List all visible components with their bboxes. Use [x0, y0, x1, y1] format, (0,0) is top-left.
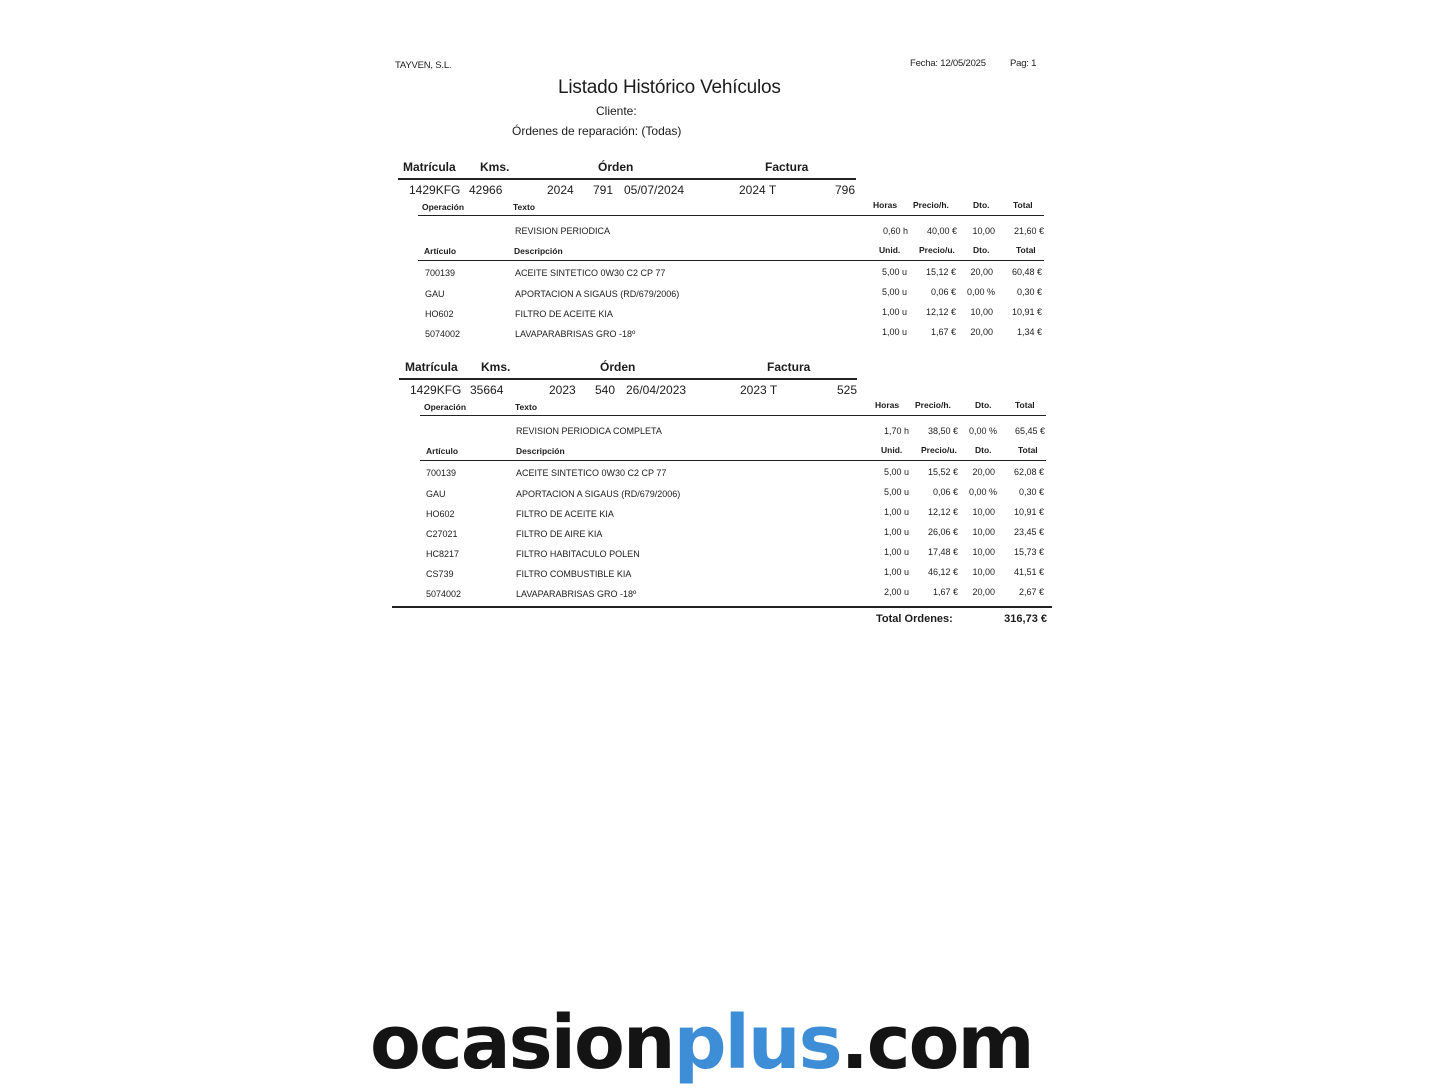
- divider: [420, 415, 1046, 416]
- col-orden: Órden: [598, 160, 634, 174]
- page-number: Pag: 1: [1010, 58, 1037, 69]
- dto: 10,00: [972, 507, 995, 517]
- operation-precio: 38,50 €: [927, 426, 958, 436]
- dto: 10,00: [972, 547, 995, 557]
- col-descripcion: Descripción: [514, 246, 563, 256]
- col-factura: Factura: [765, 160, 809, 174]
- operation-total: 21,60 €: [1013, 226, 1044, 236]
- unid: 5,00 u: [881, 267, 907, 277]
- total-label: Total Ordenes:: [876, 613, 953, 625]
- col-operacion: Operación: [422, 202, 465, 212]
- articulo: C27021: [426, 529, 458, 539]
- articulo: 5074002: [425, 329, 461, 339]
- col-texto: Texto: [513, 202, 536, 212]
- dto: 10,00: [972, 567, 995, 577]
- unid: 1,00 u: [881, 327, 907, 337]
- dto: 0,00 %: [968, 487, 997, 497]
- dto: 0,00 %: [966, 287, 995, 297]
- logo-part-plus: plus: [673, 1000, 841, 1086]
- descripcion: ACEITE SINTETICO 0W30 C2 CP 77: [515, 268, 666, 278]
- total-value: 316,73 €: [1004, 613, 1047, 625]
- col-horas: Horas: [875, 400, 900, 410]
- ordenes-filter: Órdenes de reparación: (Todas): [512, 124, 682, 138]
- col-dto: Dto.: [973, 200, 990, 210]
- factura-num: 796: [835, 183, 856, 197]
- total: 23,45 €: [1013, 527, 1044, 537]
- descripcion: FILTRO COMBUSTIBLE KIA: [516, 569, 632, 579]
- operation-total: 65,45 €: [1014, 426, 1045, 436]
- precio: 17,48 €: [927, 547, 958, 557]
- logo-part-com: .com: [840, 1000, 1033, 1086]
- precio: 1,67 €: [932, 587, 958, 597]
- precio: 0,06 €: [930, 287, 956, 297]
- cliente-label: Cliente:: [596, 104, 637, 118]
- col-descripcion: Descripción: [516, 446, 565, 456]
- orden-num: 791: [593, 183, 614, 197]
- descripcion: FILTRO DE ACEITE KIA: [516, 509, 614, 519]
- precio: 46,12 €: [927, 567, 958, 577]
- col-precio-h: Precio/h.: [915, 400, 951, 410]
- precio: 0,06 €: [932, 487, 958, 497]
- total: 62,08 €: [1013, 467, 1044, 477]
- descripcion: LAVAPARABRISAS GRO -18º: [515, 329, 636, 339]
- kms: 42966: [469, 183, 503, 197]
- col-total: Total: [1015, 400, 1035, 410]
- total: 60,48 €: [1011, 267, 1042, 277]
- factura-serie: 2023 T: [740, 383, 778, 397]
- total: 15,73 €: [1013, 547, 1044, 557]
- articulo: 700139: [426, 468, 457, 478]
- divider: [418, 215, 1044, 216]
- ocasionplus-logo: [370, 998, 1070, 1088]
- descripcion: FILTRO DE AIRE KIA: [516, 529, 603, 539]
- unid: 1,00 u: [883, 507, 909, 517]
- descripcion: APORTACION A SIGAUS (RD/679/2006): [515, 289, 680, 299]
- total: 2,67 €: [1018, 587, 1044, 597]
- col-horas: Horas: [873, 200, 898, 210]
- factura-serie: 2024 T: [739, 183, 777, 197]
- col-total: Total: [1016, 245, 1036, 255]
- logo-part-ocasion: ocasion: [370, 1000, 674, 1086]
- col-articulo: Artículo: [424, 246, 457, 256]
- orden-date: 05/07/2024: [624, 183, 685, 197]
- unid: 1,00 u: [881, 307, 907, 317]
- company-name: TAYVEN, S.L.: [395, 60, 452, 71]
- col-dto: Dto.: [975, 445, 992, 455]
- divider: [399, 378, 857, 380]
- descripcion: LAVAPARABRISAS GRO -18º: [516, 589, 637, 599]
- col-orden: Órden: [600, 360, 636, 374]
- orden-num: 540: [595, 383, 616, 397]
- unid: 5,00 u: [881, 287, 907, 297]
- total: 1,34 €: [1016, 327, 1042, 337]
- totals-divider: [392, 606, 1052, 608]
- precio: 1,67 €: [930, 327, 956, 337]
- total: 0,30 €: [1016, 287, 1042, 297]
- operation-dto: 10,00: [972, 226, 995, 236]
- col-matricula: Matrícula: [403, 160, 456, 174]
- col-texto: Texto: [515, 402, 538, 412]
- descripcion: APORTACION A SIGAUS (RD/679/2006): [516, 489, 681, 499]
- col-factura: Factura: [767, 360, 811, 374]
- kms: 35664: [470, 383, 504, 397]
- dto: 10,00: [972, 527, 995, 537]
- report-date: Fecha: 12/05/2025: [910, 58, 986, 69]
- articulo: HO602: [425, 309, 454, 319]
- precio: 12,12 €: [927, 507, 958, 517]
- col-precio-h: Precio/h.: [913, 200, 949, 210]
- articulo: HC8217: [426, 549, 460, 559]
- col-kms: Kms.: [480, 160, 510, 174]
- dto: 20,00: [972, 467, 995, 477]
- descripcion: FILTRO DE ACEITE KIA: [515, 309, 613, 319]
- col-articulo: Artículo: [426, 446, 459, 456]
- unid: 5,00 u: [883, 487, 909, 497]
- articulo: 700139: [425, 268, 456, 278]
- col-dto: Dto.: [973, 245, 990, 255]
- matricula: 1429KFG: [410, 383, 462, 397]
- unid: 5,00 u: [883, 467, 909, 477]
- operation-dto: 0,00 %: [968, 426, 997, 436]
- col-total: Total: [1018, 445, 1038, 455]
- total: 0,30 €: [1018, 487, 1044, 497]
- unid: 1,00 u: [883, 527, 909, 537]
- divider: [418, 260, 1044, 261]
- matricula: 1429KFG: [409, 183, 461, 197]
- col-matricula: Matrícula: [405, 360, 458, 374]
- col-total: Total: [1013, 200, 1033, 210]
- articulo: CS739: [426, 569, 454, 579]
- orden-year: 2024: [547, 183, 574, 197]
- unid: 1,00 u: [883, 547, 909, 557]
- operation-precio: 40,00 €: [926, 226, 957, 236]
- unid: 1,00 u: [883, 567, 909, 577]
- col-unid: Unid.: [879, 245, 901, 255]
- dto: 20,00: [970, 327, 993, 337]
- col-operacion: Operación: [424, 402, 467, 412]
- dto: 20,00: [972, 587, 995, 597]
- operation-text: REVISION PERIODICA: [515, 226, 611, 236]
- descripcion: FILTRO HABITACULO POLEN: [516, 549, 640, 559]
- report-title: Listado Histórico Vehículos: [558, 77, 781, 98]
- divider: [420, 460, 1046, 461]
- dto: 10,00: [970, 307, 993, 317]
- col-unid: Unid.: [881, 445, 903, 455]
- articulo: HO602: [426, 509, 455, 519]
- operation-text: REVISION PERIODICA COMPLETA: [516, 426, 662, 436]
- divider: [398, 178, 856, 180]
- descripcion: ACEITE SINTETICO 0W30 C2 CP 77: [516, 468, 667, 478]
- total: 41,51 €: [1013, 567, 1044, 577]
- col-kms: Kms.: [481, 360, 511, 374]
- articulo: 5074002: [426, 589, 462, 599]
- precio: 15,12 €: [925, 267, 956, 277]
- col-precio-u: Precio/u.: [919, 245, 955, 255]
- operation-horas: 1,70 h: [883, 426, 909, 436]
- articulo: GAU: [425, 289, 445, 299]
- precio: 26,06 €: [927, 527, 958, 537]
- orden-date: 26/04/2023: [626, 383, 687, 397]
- total: 10,91 €: [1013, 507, 1044, 517]
- operation-horas: 0,60 h: [882, 226, 908, 236]
- total: 10,91 €: [1011, 307, 1042, 317]
- col-dto: Dto.: [975, 400, 992, 410]
- dto: 20,00: [970, 267, 993, 277]
- precio: 12,12 €: [925, 307, 956, 317]
- precio: 15,52 €: [927, 467, 958, 477]
- orden-year: 2023: [549, 383, 576, 397]
- factura-num: 525: [837, 383, 858, 397]
- col-precio-u: Precio/u.: [921, 445, 957, 455]
- articulo: GAU: [426, 489, 446, 499]
- unid: 2,00 u: [883, 587, 909, 597]
